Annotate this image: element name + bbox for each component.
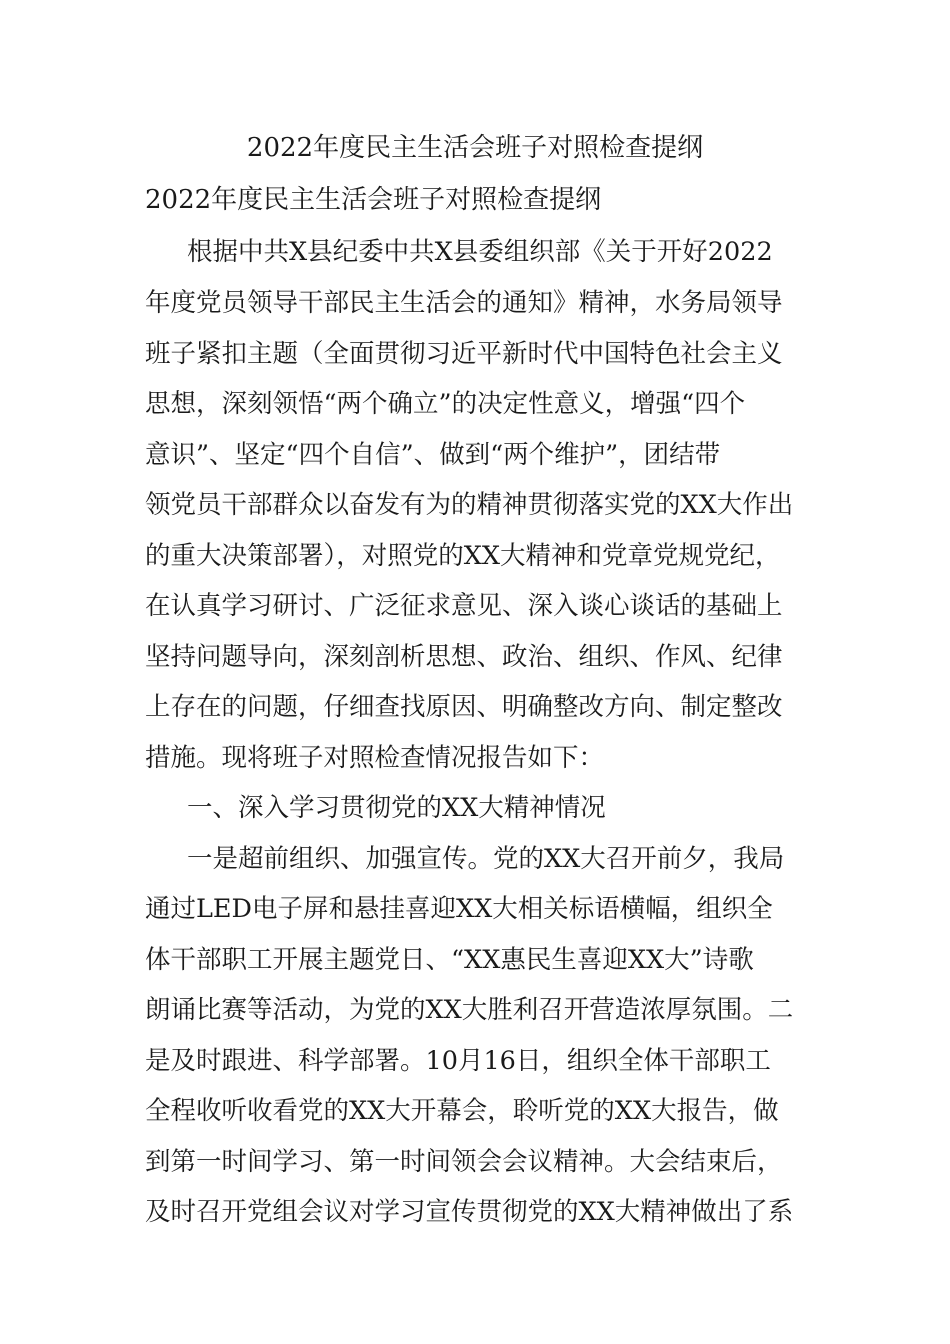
body-line: 朗诵比赛等活动，为党的XX大胜利召开营造浓厚氛围。二 [145,995,794,1025]
body-line: 是及时跟进、科学部署。10月16日，组织全体干部职工 [145,1046,771,1076]
document-title: 2022年度民主生活会班子对照检查提纲 [246,133,704,163]
body-line: 上存在的问题，仔细查找原因、明确整改方向、制定整改 [145,692,783,722]
body-line: 体干部职工开展主题党日、“XX惠民生喜迎XX大”诗歌 [145,945,754,975]
body-line: 班子紧扣主题（全面贯彻习近平新时代中国特色社会主义 [145,339,783,369]
body-line: 全程收听收看党的XX大开幕会，聆听党的XX大报告，做 [145,1096,779,1126]
document-subtitle: 2022年度民主生活会班子对照检查提纲 [145,185,602,215]
body-line: 的重大决策部署），对照党的XX大精神和党章党规党纪， [145,541,781,571]
body-line: 通过LED电子屏和悬挂喜迎XX大相关标语横幅，组织全 [145,894,773,924]
body-line: 意识”、坚定“四个自信”、做到“两个维护”，团结带 [145,440,721,470]
body-line: 坚持问题导向，深刻剖析思想、政治、组织、作风、纪律 [145,642,783,672]
body-line: 根据中共X县纪委中共X县委组织部《关于开好2022 [187,237,773,267]
body-line: 到第一时间学习、第一时间领会会议精神。大会结束后， [145,1147,783,1177]
body-line: 年度党员领导干部民主生活会的通知》精神，水务局领导 [145,288,783,318]
body-line: 在认真学习研讨、广泛征求意见、深入谈心谈话的基础上 [145,591,783,621]
body-line: 及时召开党组会议对学习宣传贯彻党的XX大精神做出了系 [145,1197,794,1227]
body-line: 措施。现将班子对照检查情况报告如下： [145,743,605,773]
section-heading: 一、深入学习贯彻党的XX大精神情况 [187,793,606,823]
body-line: 一是超前组织、加强宣传。党的XX大召开前夕，我局 [187,844,785,874]
body-line: 领党员干部群众以奋发有为的精神贯彻落实党的XX大作出 [145,490,794,520]
body-line: 思想，深刻领悟“两个确立”的决定性意义，增强“四个 [145,389,746,419]
